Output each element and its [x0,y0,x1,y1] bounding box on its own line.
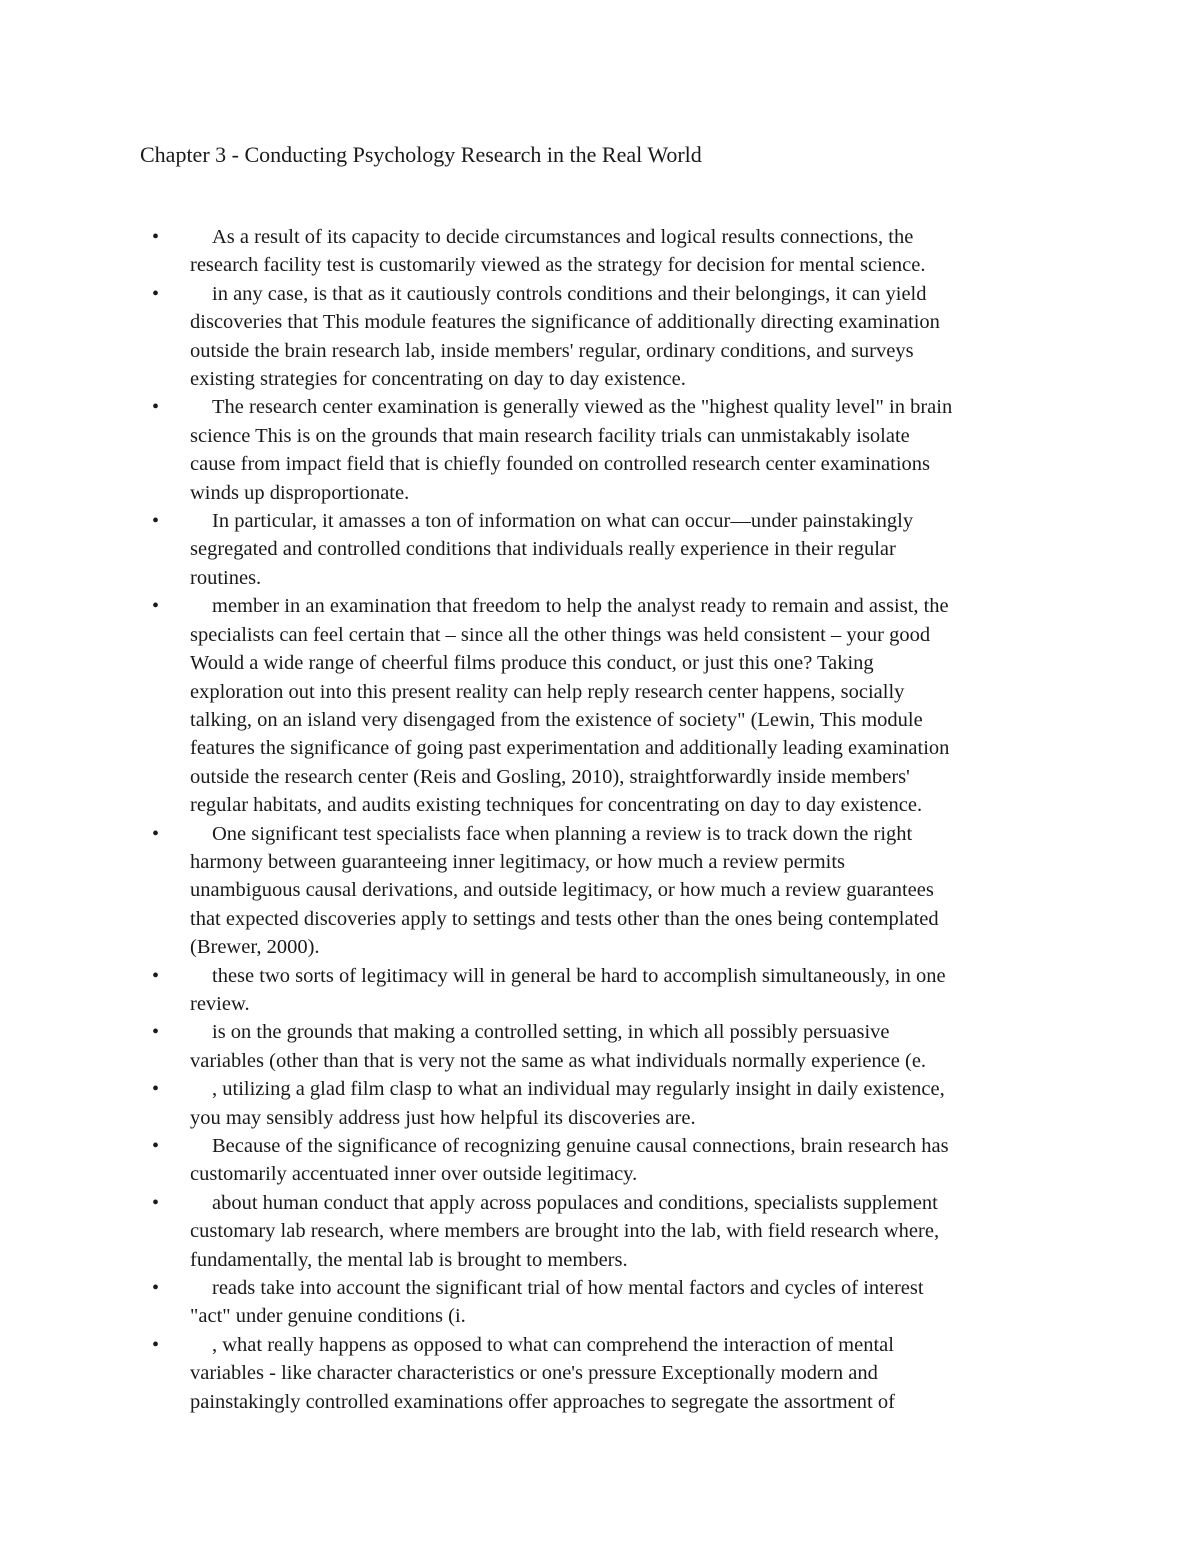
list-item-line [190,933,1065,961]
list-item-line [190,1331,1065,1359]
list-item [0,1132,1065,1189]
list-item-line [190,1075,1065,1103]
list-item-text: science This is on the grounds that main research facility trials can unmistakably isolate [190,424,910,447]
list-item-line [190,592,1065,620]
list-item-text: In particular, it amasses a ton of information on what can occur—under painstakingly [212,510,914,533]
list-item-line [190,450,1065,478]
list-item-text: "act" under genuine conditions (i. [190,1305,466,1328]
list-item-text: cause from impact field that is chiefly founded on controlled research center examinations [190,453,930,476]
list-item-text: you may sensibly address just how helpful its discoveries are. [190,1106,696,1129]
list-item-text: exploration out into this present reality can help reply research center happens, socially [190,680,905,703]
list-item-line [190,1246,1065,1274]
bullet-list [0,223,1200,1416]
list-item [0,962,1065,1019]
list-item-line [190,1160,1065,1188]
bullet-icon: • [152,510,160,533]
list-item-text: variables (other than that is very not the same as what individuals normally experience (e. [190,1049,927,1072]
list-item [0,592,1065,819]
list-item [0,393,1065,507]
list-item-text: review. [190,992,250,1015]
list-item-text: member in an examination that freedom to help the analyst ready to remain and assist, the [212,595,949,618]
list-item-text: unambiguous causal derivations, and outside legitimacy, or how much a review guarantees [190,879,934,902]
list-item [0,280,1065,394]
list-item-line [190,962,1065,990]
list-item-line [190,649,1065,677]
list-item-line [190,990,1065,1018]
list-item-text: fundamentally, the mental lab is brought to members. [190,1248,628,1271]
list-item-line [190,621,1065,649]
list-item-text: regular habitats, and audits existing techniques for concentrating on day to day existence. [190,794,923,817]
list-item [0,1331,1065,1416]
list-item-line [190,1217,1065,1245]
list-item-text: , utilizing a glad film clasp to what an individual may regularly insight in daily existence, [212,1078,945,1101]
list-item-text: customarily accentuated inner over outside legitimacy. [190,1163,638,1186]
list-item-line [190,905,1065,933]
list-item-text: (Brewer, 2000). [190,936,320,959]
list-item-text: that expected discoveries apply to settings and tests other than the ones being contemplated [190,907,939,930]
list-item-line [190,1302,1065,1330]
page-title: Chapter 3 - Conducting Psychology Research in the Real World [140,142,702,167]
list-item [0,1075,1065,1132]
bullet-icon: • [152,964,160,987]
bullet-icon: • [152,1277,160,1300]
bullet-icon: • [152,1191,160,1214]
list-item-line [190,1189,1065,1217]
list-item-text: Would a wide range of cheerful films produce this conduct, or just this one? Taking [190,652,874,675]
list-item-line [190,479,1065,507]
list-item-line [190,251,1065,279]
list-item-text: reads take into account the significant trial of how mental factors and cycles of interest [212,1277,924,1300]
list-item-line [190,791,1065,819]
list-item-text: , what really happens as opposed to what can comprehend the interaction of mental [212,1333,894,1356]
list-item-line [190,337,1065,365]
bullet-icon: • [152,1021,160,1044]
list-item-text: specialists can feel certain that – since all the other things was held consistent – your good [190,623,931,646]
list-item-line [190,393,1065,421]
list-item-line [190,308,1065,336]
list-item-text: customary lab research, where members are brought into the lab, with field research where, [190,1220,940,1243]
list-item-line [190,820,1065,848]
list-item-line [190,678,1065,706]
list-item [0,1274,1065,1331]
list-item-text: Because of the significance of recognizing genuine causal connections, brain research has [212,1135,949,1157]
list-item-line [190,1104,1065,1132]
list-item-line [190,1047,1065,1075]
bullet-icon: • [152,1078,160,1101]
list-item-line [190,1132,1065,1160]
list-item-line [190,564,1065,592]
list-item-text: variables - like character characteristics or one's pressure Exceptionally modern and [190,1362,878,1385]
list-item [0,1018,1065,1075]
list-item-text: harmony between guaranteeing inner legitimacy, or how much a review permits [190,850,846,873]
bullet-icon: • [152,822,160,845]
list-item-text: outside the brain research lab, inside members' regular, ordinary conditions, and surveys [190,339,914,362]
list-item-text: research facility test is customarily viewed as the strategy for decision for mental science. [190,254,926,277]
list-item-line [190,763,1065,791]
list-item-text: in any case, is that as it cautiously controls conditions and their belongings, it can yield [212,282,927,305]
list-item-text: about human conduct that apply across populaces and conditions, specialists supplement [212,1191,938,1214]
list-item-line [190,535,1065,563]
list-item-text: The research center examination is generally viewed as the "highest quality level" in brain [212,396,953,419]
list-item-line [190,848,1065,876]
bullet-icon: • [152,226,160,248]
list-item-text: existing strategies for concentrating on day to day existence. [190,368,686,391]
bullet-icon: • [152,396,160,419]
list-item-line [190,1274,1065,1302]
list-item [0,1189,1065,1274]
list-item-text: outside the research center (Reis and Gosling, 2010), straightforwardly inside members' [190,765,910,788]
list-item-text: One significant test specialists face when planning a review is to track down the right [212,822,913,845]
bullet-icon: • [152,1333,160,1356]
list-item-text: routines. [190,566,262,589]
list-item [0,507,1065,592]
list-item-text: is on the grounds that making a controlled setting, in which all possibly persuasive [212,1021,890,1044]
list-item-text: As a result of its capacity to decide circumstances and logical results connections, the [212,226,914,248]
list-item-line [190,706,1065,734]
list-item [0,223,1065,280]
list-item-line [190,734,1065,762]
list-item-line [190,507,1065,535]
bullet-icon: • [152,595,160,618]
list-item-line [190,1359,1065,1387]
list-item-line [190,280,1065,308]
bullet-icon: • [152,1135,160,1157]
list-item-line [190,365,1065,393]
list-item [0,820,1065,962]
list-item-text: these two sorts of legitimacy will in general be hard to accomplish simultaneously, in one [212,964,946,987]
list-item-line [190,1018,1065,1046]
list-item-line [190,876,1065,904]
list-item-text: features the significance of going past experimentation and additionally leading examination [190,737,950,760]
list-item-text: segregated and controlled conditions that individuals really experience in their regular [190,538,896,561]
list-item-text: winds up disproportionate. [190,481,410,504]
bullet-icon: • [152,282,160,305]
list-item-text: painstakingly controlled examinations offer approaches to segregate the assortment of [190,1390,895,1413]
list-item-line [190,1388,1065,1416]
list-item-line [190,223,1065,251]
list-item-text: discoveries that This module features the significance of additionally directing examination [190,311,940,334]
list-item-text: talking, on an island very disengaged from the existence of society" (Lewin, This module [190,708,923,731]
list-item-line [190,422,1065,450]
